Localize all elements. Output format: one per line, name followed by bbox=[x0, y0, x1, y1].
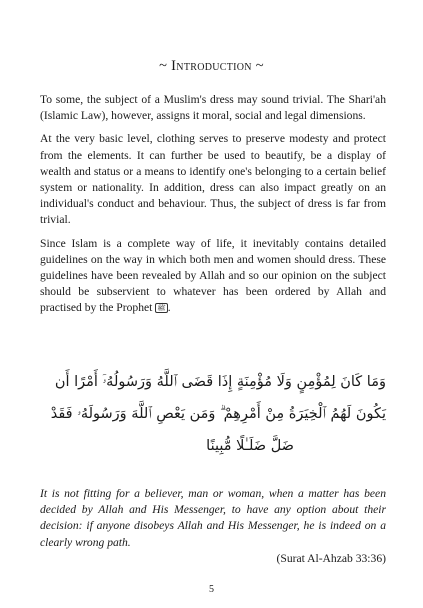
quran-verse-arabic bbox=[38, 366, 386, 462]
paragraph-3-text: Since Islam is a complete way of life, it inevitably contains detailed guidelines on the way in which both men and women should dress. These guidelines have been revealed by Allah and so our opinion on the subject should be subservient to whatever has been ordered by Allah and practised by the Prophet bbox=[40, 236, 386, 315]
paragraph-3: Since Islam is a complete way of life, it inevitably contains detailed guidelines on the way in which both men and women should dress. These guidelines have been revealed by Allah and so our opinion on the subject should be subservient to whatever has been ordered by Allah and practised by the Prophet ﷺ . bbox=[40, 236, 386, 315]
verse-translation: It is not fitting for a believer, man or woman, when a matter has been decided by Allah and His Messenger, to have any option about their decision: if anyone disobeys Allah and His Messenger, he is indeed on a clearly wrong path. bbox=[40, 487, 386, 549]
pbuh-honorific-icon: ﷺ bbox=[157, 304, 166, 313]
arabic-line-3: ضَلَّ ضَلَـٰلًا مُّبِينًا bbox=[206, 438, 294, 454]
arabic-line-2: يَكُونَ لَهُمُ ٱلْخِيَرَةُ مِنْ أَمْرِهِمْ ۗ وَمَن يَعْصِ ٱللَّهَ وَرَسُولَهُۥ فَقَدْ bbox=[50, 406, 386, 422]
body-text bbox=[40, 92, 386, 317]
paragraph-1: To some, the subject of a Muslim's dress may sound trivial. The Shari'ah (Islamic Law), however, assigns it moral, social and legal dimensions. bbox=[40, 93, 386, 123]
chapter-heading: ~ Introduction ~ bbox=[159, 58, 264, 74]
page-number: 5 bbox=[209, 584, 214, 595]
verse-citation: (Surat Al-Ahzab 33:36) bbox=[276, 552, 386, 565]
arabic-line-1: وَمَا كَانَ لِمُؤْمِنٍ وَلَا مُؤْمِنَةٍ إِذَا قَضَى ٱللَّهُ وَرَسُولُهُۥٓ أَمْرًا أَن bbox=[54, 374, 386, 390]
paragraph-2: At the very basic level, clothing serves to preserve modesty and protect from the elements. It can further be used to beautify, be a display of wealth and status or a means to identify one's belonging to a certain belief system or nationality. In addition, dress can also impact greatly on an individual's conduct and behaviour. Thus, the subject of dress is far from trivial. bbox=[40, 132, 386, 227]
